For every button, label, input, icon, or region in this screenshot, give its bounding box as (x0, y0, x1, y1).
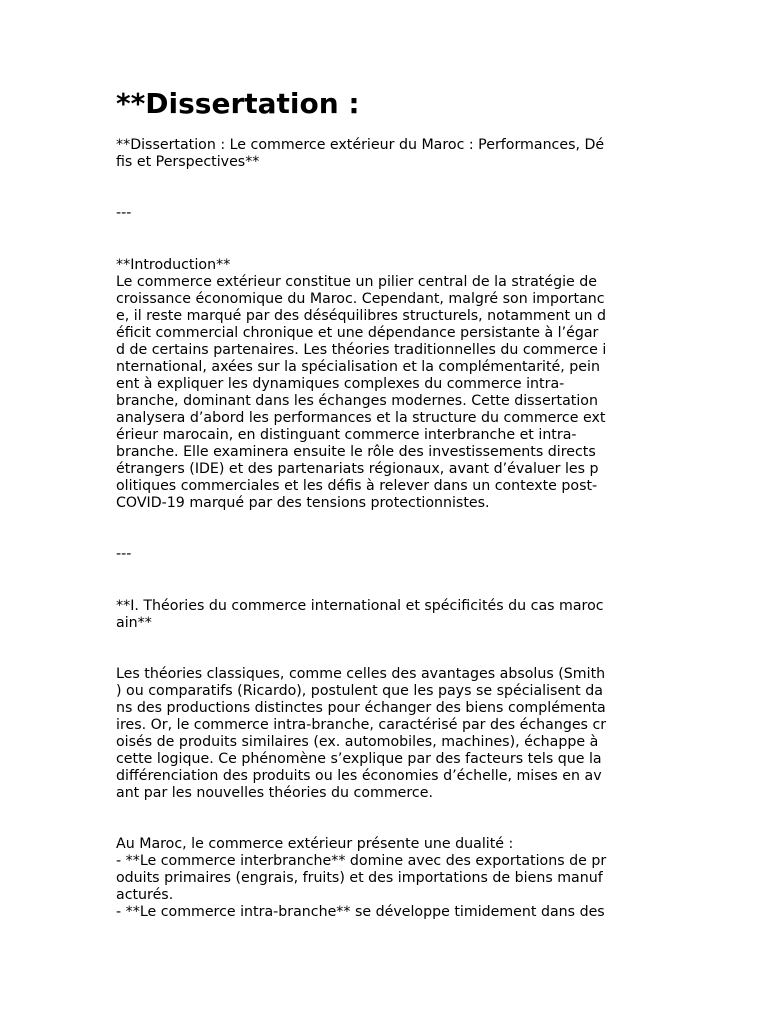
paragraph-line: croissance économique du Maroc. Cependant, malgré son importanc (116, 291, 605, 307)
paragraph-line: ent à expliquer les dynamiques complexes du commerce intra- (116, 376, 565, 392)
subtitle-line: **Dissertation : Le commerce extérieur du Maroc : Performances, Dé (116, 137, 605, 153)
document-title: **Dissertation : (116, 87, 360, 120)
paragraph-line: ant par les nouvelles théories du commerce. (116, 785, 433, 801)
section-heading-line: **I. Théories du commerce international et spécificités du cas maroc (116, 598, 604, 614)
separator (116, 546, 131, 563)
separator (116, 205, 131, 222)
paragraph-line: Au Maroc, le commerce extérieur présente une dualité : (116, 836, 514, 852)
theories-paragraph (116, 666, 606, 802)
paragraph-line: olitiques commerciales et les défis à relever dans un contexte post- (116, 478, 598, 494)
paragraph-line: oisés de produits similaires (ex. automobiles, machines), échappe à (116, 734, 599, 750)
paragraph-line: ires. Or, le commerce intra-branche, caractérisé par des échanges cr (116, 717, 607, 733)
separator-text: --- (116, 205, 132, 221)
paragraph-line: branche. Elle examinera ensuite le rôle des investissements directs (116, 444, 596, 460)
paragraph-line: analysera d’abord les performances et la structure du commerce ext (116, 410, 606, 426)
paragraph-line: branche, dominant dans les échanges modernes. Cette dissertation (116, 393, 598, 409)
paragraph-line: ns des productions distinctes pour échanger des biens complémenta (116, 700, 606, 716)
paragraph-line: - **Le commerce intra-branche** se développe timidement dans des (116, 904, 605, 920)
paragraph-line: éficit commercial chronique et une dépendance persistante à l’égar (116, 325, 599, 341)
paragraph-line: nternational, axées sur la spécialisation et la complémentarité, pein (116, 359, 600, 375)
paragraph-line: acturés. (116, 887, 174, 903)
paragraph-line: Les théories classiques, comme celles des avantages absolus (Smith (116, 666, 606, 682)
paragraph-line: - **Le commerce interbranche** domine avec des exportations de pr (116, 853, 607, 869)
paragraph-line: ) ou comparatifs (Ricardo), postulent que les pays se spécialisent da (116, 683, 603, 699)
introduction-heading: **Introduction** (116, 257, 231, 273)
section-heading-line: ain** (116, 615, 152, 631)
introduction-section (116, 257, 606, 512)
morocco-paragraph (116, 836, 606, 921)
paragraph-line: érieur marocain, en distinguant commerce interbranche et intra- (116, 427, 577, 443)
document-subtitle (116, 137, 604, 171)
paragraph-line: Le commerce extérieur constitue un pilier central de la stratégie de (116, 274, 598, 290)
subtitle-line: fis et Perspectives** (116, 154, 260, 170)
paragraph-line: oduits primaires (engrais, fruits) et des importations de biens manuf (116, 870, 603, 886)
paragraph-line: COVID-19 marqué par des tensions protectionnistes. (116, 495, 490, 511)
paragraph-line: e, il reste marqué par des déséquilibres structurels, notamment un d (116, 308, 607, 324)
section-heading (116, 598, 604, 632)
paragraph-line: d de certains partenaires. Les théories traditionnelles du commerce i (116, 342, 607, 358)
paragraph-line: cette logique. Ce phénomène s’explique par des facteurs tels que la (116, 751, 602, 767)
paragraph-line: étrangers (IDE) et des partenariats régionaux, avant d’évaluer les p (116, 461, 599, 477)
separator-text: --- (116, 546, 132, 562)
paragraph-line: différenciation des produits ou les économies d’échelle, mises en av (116, 768, 602, 784)
